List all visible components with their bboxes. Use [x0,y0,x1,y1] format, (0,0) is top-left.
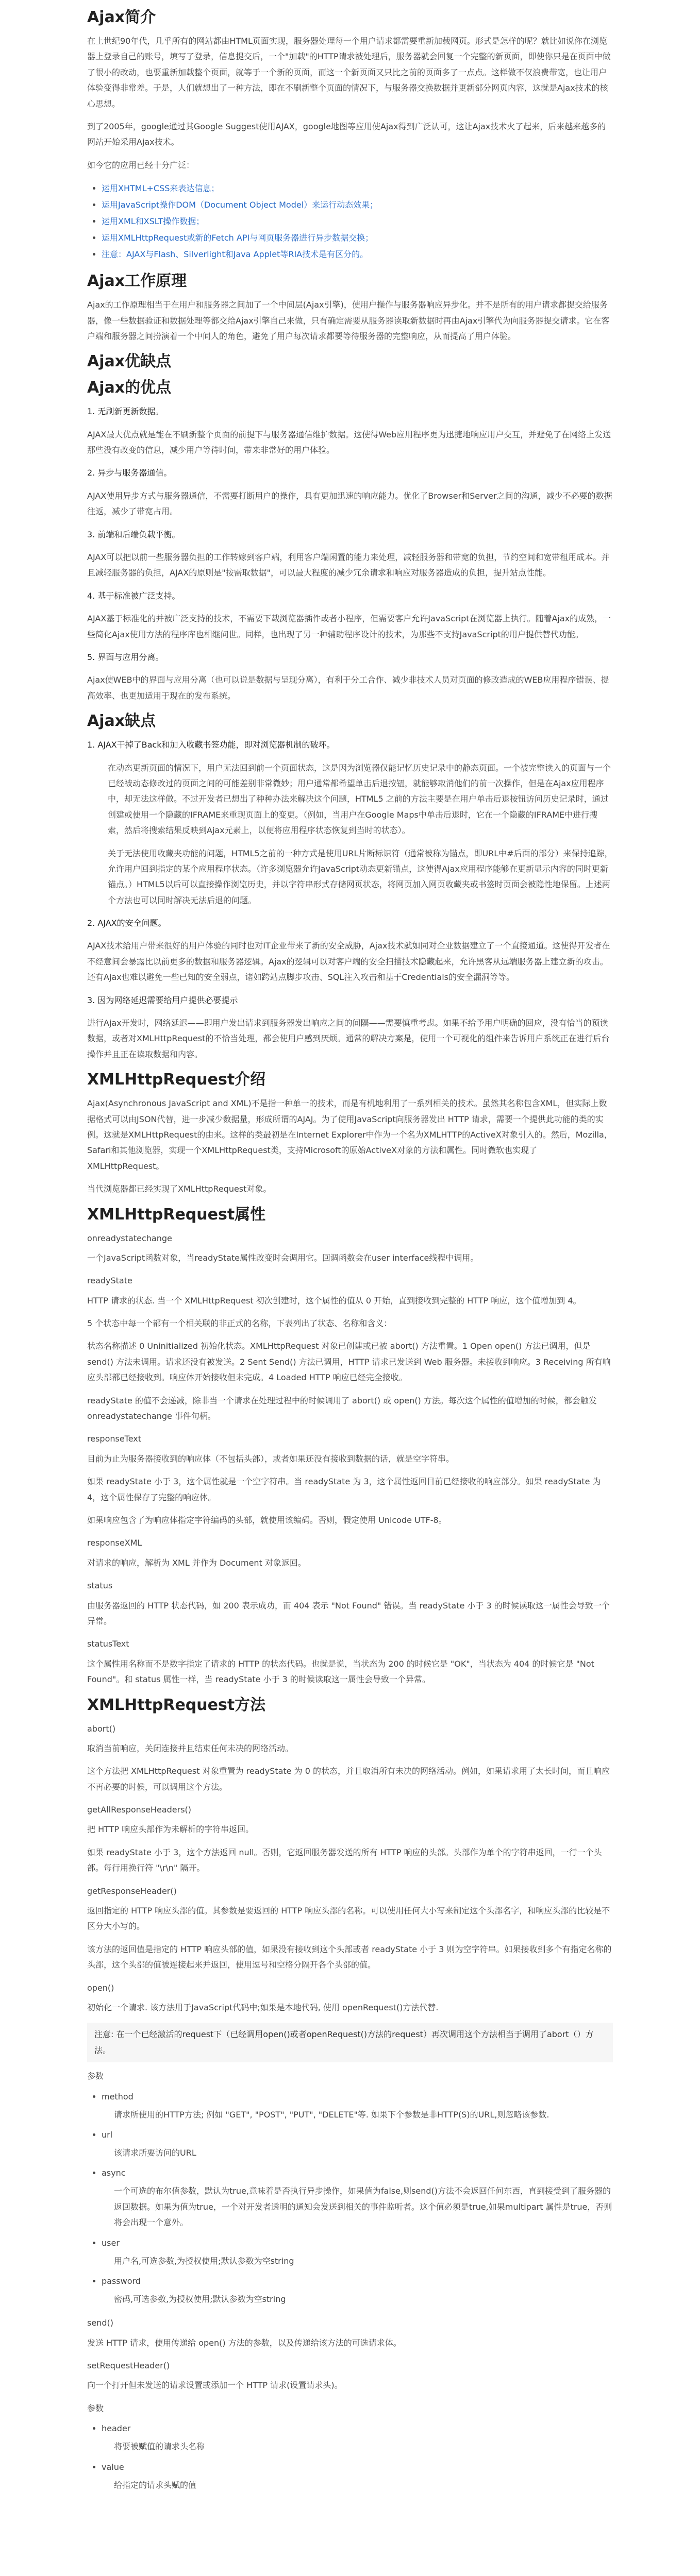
intro-list-item[interactable]: • 运用XHTML+CSS来表达信息； [102,180,613,197]
advantage-body: Ajax使WEB中的界面与应用分离（也可以说是数据与呈现分离），有利于分工合作、减少非技术人员对页面的修改造成的WEB应用程序错误、提高效率、也更加适用于现在的发布系统。 [87,675,609,701]
property-desc: 状态名称描述 0 Uninitialized 初始化状态。XMLHttpRequest 对象已创建或已被 abort() 方法重置。1 Open open() 方法已调用，但是 send() 方法未调用。请求还没有被发送。2 Sent Send() 方法已调用，HTTP 请求已发送到 Web 服务器。未接收到响应。3 Receiving 所有响应头部都已经接收到。响应体开始接收但未完成。4 Loaded HTTP 响应已经完全接收。 [87,1341,611,1383]
property-desc: 如果 readyState 小于 3，这个属性就是一个空字符串。当 readyState 为 3，这个属性返回目前已经接收的响应部分。如果 readyState 为 4，这个属性保存了完整的响应体。 [87,1477,601,1502]
property-name: statusText [87,1639,129,1649]
intro-paragraph-2: 到了2005年，google通过其Google Suggest使用AJAX，google地图等应用使Ajax得到广泛认可，这让Ajax技术火了起来，后来越来越多的网站开始采用Ajax技术。 [87,121,606,147]
method-desc: 向一个打开但未发送的请求设置或添加一个 HTTP 请求(设置请求头)。 [87,2380,343,2391]
param-name: header [102,2424,131,2434]
param-name: url [102,2129,113,2140]
method-note: 注意: 在一个已经激活的request下（已经调用open()或者openRequest()方法的request）再次调用这个方法相当于调用了abort（）方法。 [87,2023,613,2062]
advantage-body: AJAX最大优点就是能在不刷新整个页面的前提下与服务器通信维护数据。这使得Web应用程序更为迅捷地响应用户交互，并避免了在网络上发送那些没有改变的信息，减少用户等待时间，带来非常好的用户体验。 [87,429,611,455]
disadvantage-body: 关于无法使用收藏夹功能的问题，HTML5之前的一种方式是使用URL片断标识符（通常被称为锚点，即URL中#后面的部分）来保持追踪，允许用户回到指定的某个应用程序状态。（许多浏览器允许JavaScript动态更新锚点，这使得Ajax应用程序能够在更新显示内容的同时更新锚点。）HTML5以后可以直接操作浏览历史，并以字符串形式存储网页状态，将网页加入网页收藏夹或书签时页面会被隐性地保留。上述两个方法也可以同时解决无法后退的问题。 [108,848,613,905]
property-desc: readyState 的值不会递减，除非当一个请求在处理过程中的时候调用了 abort() 或 open() 方法。每次这个属性的值增加的时候，都会触发 onreadystatechange 事件句柄。 [87,1395,597,1421]
param-name: password [102,2276,141,2286]
params-label: 参数 [87,2403,104,2413]
section-title-properties: XMLHttpRequest属性 [87,1205,266,1224]
intro-list-item[interactable]: • 运用XML和XSLT操作数据； [102,213,613,230]
property-desc: 目前为止为服务器接收到的响应体（不包括头部），或者如果还没有接收到数据的话，就是空字符串。 [87,1453,455,1464]
param-item [102,2235,613,2269]
method-name: getAllResponseHeaders() [87,1805,192,1815]
param-desc: 将要被赋值的请求头名称 [114,2442,205,2452]
advantage-heading: 5. 界面与应用分离。 [87,652,164,662]
advantage-body: AJAX基于标准化的并被广泛支持的技术，不需要下载浏览器插件或者小程序，但需要客户允许JavaScript在浏览器上执行。随着Ajax的成熟，一些简化Ajax使用方法的程序库也相继问世。同样，也出现了另一种辅助程序设计的技术，为那些不支持JavaScript的用户提供替代功能。 [87,614,611,639]
section-title-advantages: Ajax的优点 [87,379,172,397]
param-item [102,2089,613,2123]
param-item [102,2165,613,2230]
param-item [102,2459,613,2493]
method-desc: 返回指定的 HTTP 响应头部的值。其参数是要返回的 HTTP 响应头部的名称。可以使用任何大小写来制定这个头部名字，和响应头部的比较是不区分大小写的。 [87,1906,610,1931]
property-name: responseText [87,1434,142,1444]
param-desc: 请求所使用的HTTP方法; 例如 "GET", "POST", "PUT", "DELETE"等. 如果下个参数是非HTTP(S)的URL,则忽略该参数. [114,2109,549,2120]
advantage-heading: 1. 无刷新更新数据。 [87,406,164,417]
article [87,0,613,2493]
principle-paragraph: Ajax的工作原理相当于在用户和服务器之间加了一个中间层(Ajax引擎)，使用户操作与服务器响应异步化。并不是所有的用户请求都提交给服务器，像一些数据验证和数据处理等都交给Ajax引擎自己来做，只有确定需要从服务器读取新数据时再由Ajax引擎代为向服务器提交请求。它在客户端和服务器之间扮演着一个中间人的角色，避免了用户每次请求都要等待服务器的完整响应，从而提高了用户体验。 [87,300,610,341]
property-desc: 一个JavaScript函数对象，当readyState属性改变时会调用它。回调函数会在user interface线程中调用。 [87,1252,479,1263]
xhr-paragraph-1: Ajax(Asynchronous JavaScript and XML)不是指一种单一的技术，而是有机地利用了一系列相关的技术。虽然其名称包含XML，但实际上数据格式可以由JSON代替，进一步减少数据量，形成所谓的AJAJ。为了使用JavaScript向服务器发出 HTTP 请求，需要一个提供此功能的类的实例。这就是XMLHttpRequest的由来。这样的类最初是在Internet Explorer中作为一个名为XMLHTTP的ActiveX对象引入的。然后，Mozilla，Safari和其他浏览器，实现一个XMLHttpRequest类，支持Microsoft的原始ActiveX对象的方法和属性。同时微软也实现了XMLHttpRequest。 [87,1098,612,1171]
param-item [102,2420,613,2454]
method-desc: 初始化一个请求. 该方法用于JavaScript代码中;如果是本地代码, 使用 openRequest()方法代替. [87,2002,439,2012]
advantage-body: AJAX可以把以前一些服务器负担的工作转嫁到客户端，利用客户端闲置的能力来处理，减轻服务器和带宽的负担，节约空间和宽带租用成本。并且减轻服务器的负担，AJAX的原则是"按需取数据"，可以最大程度的减少冗余请求和响应对服务器造成的负担，提升站点性能。 [87,552,610,578]
method-desc: 如果 readyState 小于 3，这个方法返回 null。否则，它返回服务器发送的所有 HTTP 响应的头部。头部作为单个的字符串返回，一行一个头部。每行用换行符 "\r\n" 隔开。 [87,1847,602,1873]
method-desc: 把 HTTP 响应头部作为未解析的字符串返回。 [87,1824,254,1835]
property-name: readyState [87,1276,132,1286]
disadvantage-heading: 3. 因为网络延迟需要给用户提供必要提示 [87,995,238,1005]
method-name: send() [87,2318,113,2328]
param-desc: 该请求所要访问的URL [114,2147,196,2158]
method-name: abort() [87,1723,116,1734]
advantage-heading: 4. 基于标准被广泛支持。 [87,590,180,601]
method-desc: 该方法的返回值是指定的 HTTP 响应头部的值，如果没有接收到这个头部或者 readyState 小于 3 则为空字符串。如果接收到多个有指定名称的头部，这个头部的值被连接起来并返回，使用逗号和空格分隔开各个头部的值。 [87,1944,612,1970]
xhr-paragraph-2: 当代浏览器都已经实现了XMLHttpRequest对象。 [87,1184,272,1194]
method-name: open() [87,1982,114,1993]
param-desc: 一个可选的布尔值参数，默认为true,意味着是否执行异步操作，如果值为false,则send()方法不会返回任何东西，直到接受到了服务器的返回数据。如果为值为true，一个对开发者透明的通知会发送到相关的事件监听者。这个值必须是true,如果multipart 属性是true，否则将会出现一个意外。 [114,2186,612,2228]
intro-paragraph-3: 如今它的应用已经十分广泛： [87,160,195,170]
param-name: method [102,2091,134,2102]
disadvantage-body: AJAX技术给用户带来很好的用户体验的同时也对IT企业带来了新的安全威胁，Ajax技术就如同对企业数据建立了一个直接通道。这使得开发者在不经意间会暴露比以前更多的数据和服务器逻辑。Ajax的逻辑可以对客户端的安全扫描技术隐藏起来，允许黑客从远端服务器上建立新的攻击。还有Ajax也难以避免一些已知的安全弱点，诸如跨站点脚步攻击、SQL注入攻击和基于Credentials的安全漏洞等等。 [87,941,610,982]
property-desc: 由服务器返回的 HTTP 状态代码，如 200 表示成功，而 404 表示 "Not Found" 错误。当 readyState 小于 3 的时候读取这一属性会导致一个异常。 [87,1600,610,1626]
param-name: value [102,2462,124,2472]
method-desc: 取消当前响应，关闭连接并且结束任何未决的网络活动。 [87,1743,294,1753]
intro-list-item[interactable]: • 运用JavaScript操作DOM（Document Object Model）来运行动态效果； [102,197,613,213]
property-name: responseXML [87,1538,142,1548]
method-desc: 这个方法把 XMLHttpRequest 对象重置为 readyState 为 0 的状态，并且取消所有未决的网络活动。例如，如果请求用了太长时间，而且响应不再必要的时候，可以调用这个方法。 [87,1766,610,1792]
intro-list-item[interactable]: • 注意：AJAX与Flash、Silverlight和Java Applet等RIA技术是有区分的。 [102,246,613,263]
intro-paragraph-1: 在上世纪90年代，几乎所有的网站都由HTML页面实现，服务器处理每一个用户请求都需要重新加载网页。形式是怎样的呢？就比如说你在浏览器上登录自己的账号，填写了登录，信息提交后，一个"加载"的HTTP请求被处理后，服务器就会回复一个完整的新页面，即使你只是在页面中做了很小的改动，也要重新加载整个页面，就等于一个新的页面，而这一个新页面又只比之前的页面多了一点点。这样做不仅浪费带宽，也让用户体验变得非常差。于是，人们就想出了一种方法，即在不刷新整个页面的情况下，与服务器交换数据并更新部分网页内容，这就是Ajax技术的核心思想。 [87,36,611,109]
section-title-intro: Ajax简介 [87,8,156,26]
property-name: status [87,1581,113,1591]
disadvantage-body: 进行Ajax开发时，网络延迟——即用户发出请求到服务器发出响应之间的间隔——需要慎重考虑。如果不给予用户明确的回应，没有恰当的预读数据，或者对XMLHttpRequest的不恰当处理，都会使用户感到厌烦。通常的解决方案是，使用一个可视化的组件来告诉用户系统正在进行后台操作并且正在读取数据和内容。 [87,1018,610,1059]
method-name: getResponseHeader() [87,1886,177,1896]
param-list [87,2089,613,2308]
method-desc: 发送 HTTP 请求，使用传递给 open() 方法的参数，以及传递给该方法的可选请求体。 [87,2337,402,2348]
param-desc: 密码,可选参数,为授权使用;默认参数为空string [114,2294,286,2304]
method-name: setRequestHeader() [87,2361,170,2371]
advantage-heading: 3. 前端和后端负载平衡。 [87,529,180,539]
property-desc: 对请求的响应，解析为 XML 并作为 Document 对象返回。 [87,1557,306,1568]
param-desc: 给指定的请求头赋的值 [114,2480,197,2490]
param-name: async [102,2168,126,2178]
param-desc: 用户名,可选参数,为授权使用;默认参数为空string [114,2256,294,2266]
property-desc: 如果响应包含了为响应体指定字符编码的头部，就使用该编码。否则，假定使用 Unicode UTF-8。 [87,1515,447,1525]
section-title-disadvantages: Ajax缺点 [87,712,156,731]
params-label: 参数 [87,2071,104,2081]
advantage-body: AJAX使用异步方式与服务器通信，不需要打断用户的操作，具有更加迅速的响应能力。优化了Browser和Server之间的沟通，减少不必要的数据往返，减少了带宽占用。 [87,490,612,517]
property-desc: 5 个状态中每一个都有一个相关联的非正式的名称，下表列出了状态、名称和含义： [87,1318,392,1329]
section-title-pros-cons: Ajax优缺点 [87,352,172,371]
param-item [102,2273,613,2307]
disadvantage-heading: 2. AJAX的安全问题。 [87,918,166,928]
advantage-heading: 2. 异步与服务器通信。 [87,468,172,478]
param-list [87,2420,613,2493]
disadvantage-body: 在动态更新页面的情况下，用户无法回到前一个页面状态，这是因为浏览器仅能记忆历史记录中的静态页面。一个被完整读入的页面与一个已经被动态修改过的页面之间的可能差别非常微妙；用户通常都希望单击后退按钮，就能够取消他们的前一次操作，但是在Ajax应用程序中，却无法这样做。不过开发者已想出了种种办法来解决这个问题，HTML5 之前的方法主要是在用户单击后退按钮访问历史记录时，通过创建或使用一个隐藏的IFRAME来重现页面上的变更。（例如，当用户在Google Maps中单击后退时，它在一个隐藏的IFRAME中进行搜索，然后将搜索结果反映到Ajax元素上，以便将应用程序状态恢复到当时的状态）。 [108,762,611,836]
property-desc: HTTP 请求的状态. 当一个 XMLHttpRequest 初次创建时，这个属性的值从 0 开始，直到接收到完整的 HTTP 响应，这个值增加到 4。 [87,1295,581,1306]
param-item [102,2127,613,2161]
intro-list [87,180,613,263]
section-title-principle: Ajax工作原理 [87,272,187,291]
section-title-methods: XMLHttpRequest方法 [87,1696,266,1714]
intro-list-item[interactable]: • 运用XMLHttpRequest或新的Fetch API与网页服务器进行异步数据交换； [102,230,613,246]
param-name: user [102,2238,120,2248]
disadvantage-heading: 1. AJAX干掉了Back和加入收藏书签功能，即对浏览器机制的破坏。 [87,740,335,750]
property-name: onreadystatechange [87,1233,172,1243]
section-title-xhr: XMLHttpRequest介绍 [87,1071,266,1089]
property-desc: 这个属性用名称而不是数字指定了请求的 HTTP 的状态代码。也就是说，当状态为 200 的时候它是 "OK"，当状态为 404 的时候它是 "Not Found"。和 status 属性一样，当 readyState 小于 3 的时候读取这一属性会导致一个异常。 [87,1658,594,1685]
